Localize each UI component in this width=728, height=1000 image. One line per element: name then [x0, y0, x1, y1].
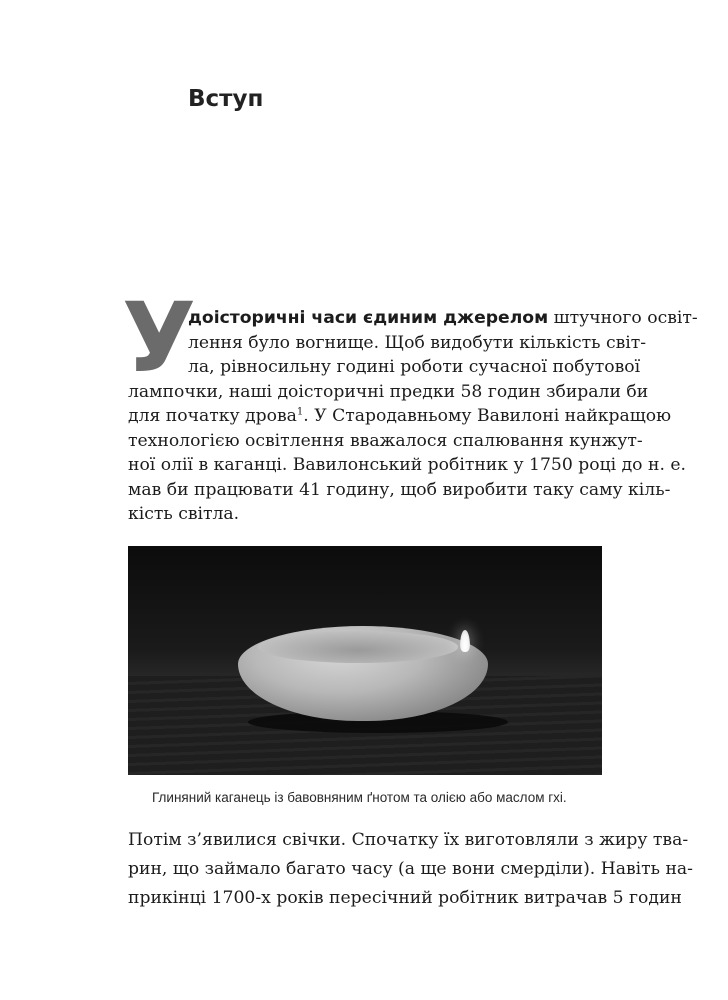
text-line: рин, що займало багато часу (а ще вони смерділи). Навіть на- — [128, 859, 693, 879]
text-line: лення було вогнище. Щоб видобути кількість світ- — [188, 332, 647, 353]
text-span: . У Стародавньому Вавилоні найкращою — [303, 406, 672, 426]
bold-lead: доісторичні часи єдиним джерелом — [188, 308, 549, 328]
paragraph-candles — [128, 826, 693, 913]
drop-cap: У — [122, 282, 197, 394]
text-span: штучного освіт- — [548, 308, 698, 328]
text-line: мав би працювати 41 годину, щоб виробити таку саму кіль- — [128, 479, 671, 500]
text-line: ної олії в каганці. Вавилонський робітник у 1750 році до н. е. — [128, 455, 687, 475]
oil-lamp-photo — [128, 546, 602, 775]
text-span: для початку дрова — [128, 406, 297, 426]
text-line: лампочки, наші доісторичні предки 58 годин збирали би — [128, 381, 649, 402]
text-line — [188, 306, 698, 331]
text-line: технологією освітлення вважалося спалювання кунжут- — [128, 430, 643, 451]
paragraph-intro — [128, 306, 698, 527]
text-line: прикінці 1700-х років пересічний робітник витрачав 5 годин — [128, 888, 682, 908]
lamp-rim — [258, 631, 458, 663]
text-line: кість світла. — [128, 504, 240, 524]
footnote-ref[interactable]: 1 — [296, 406, 304, 418]
flame-icon — [460, 630, 470, 652]
chapter-title: Вступ — [188, 86, 264, 112]
text-line: Потім з’явилися свічки. Спочатку їх виготовляли з жиру тва- — [128, 830, 689, 850]
figure-caption: Глиняний каганець із бавовняним ґнотом та олією або маслом гхі. — [152, 790, 567, 805]
text-line: ла, рівносильну годині роботи сучасної побутової — [188, 357, 641, 377]
text-line — [128, 404, 672, 429]
